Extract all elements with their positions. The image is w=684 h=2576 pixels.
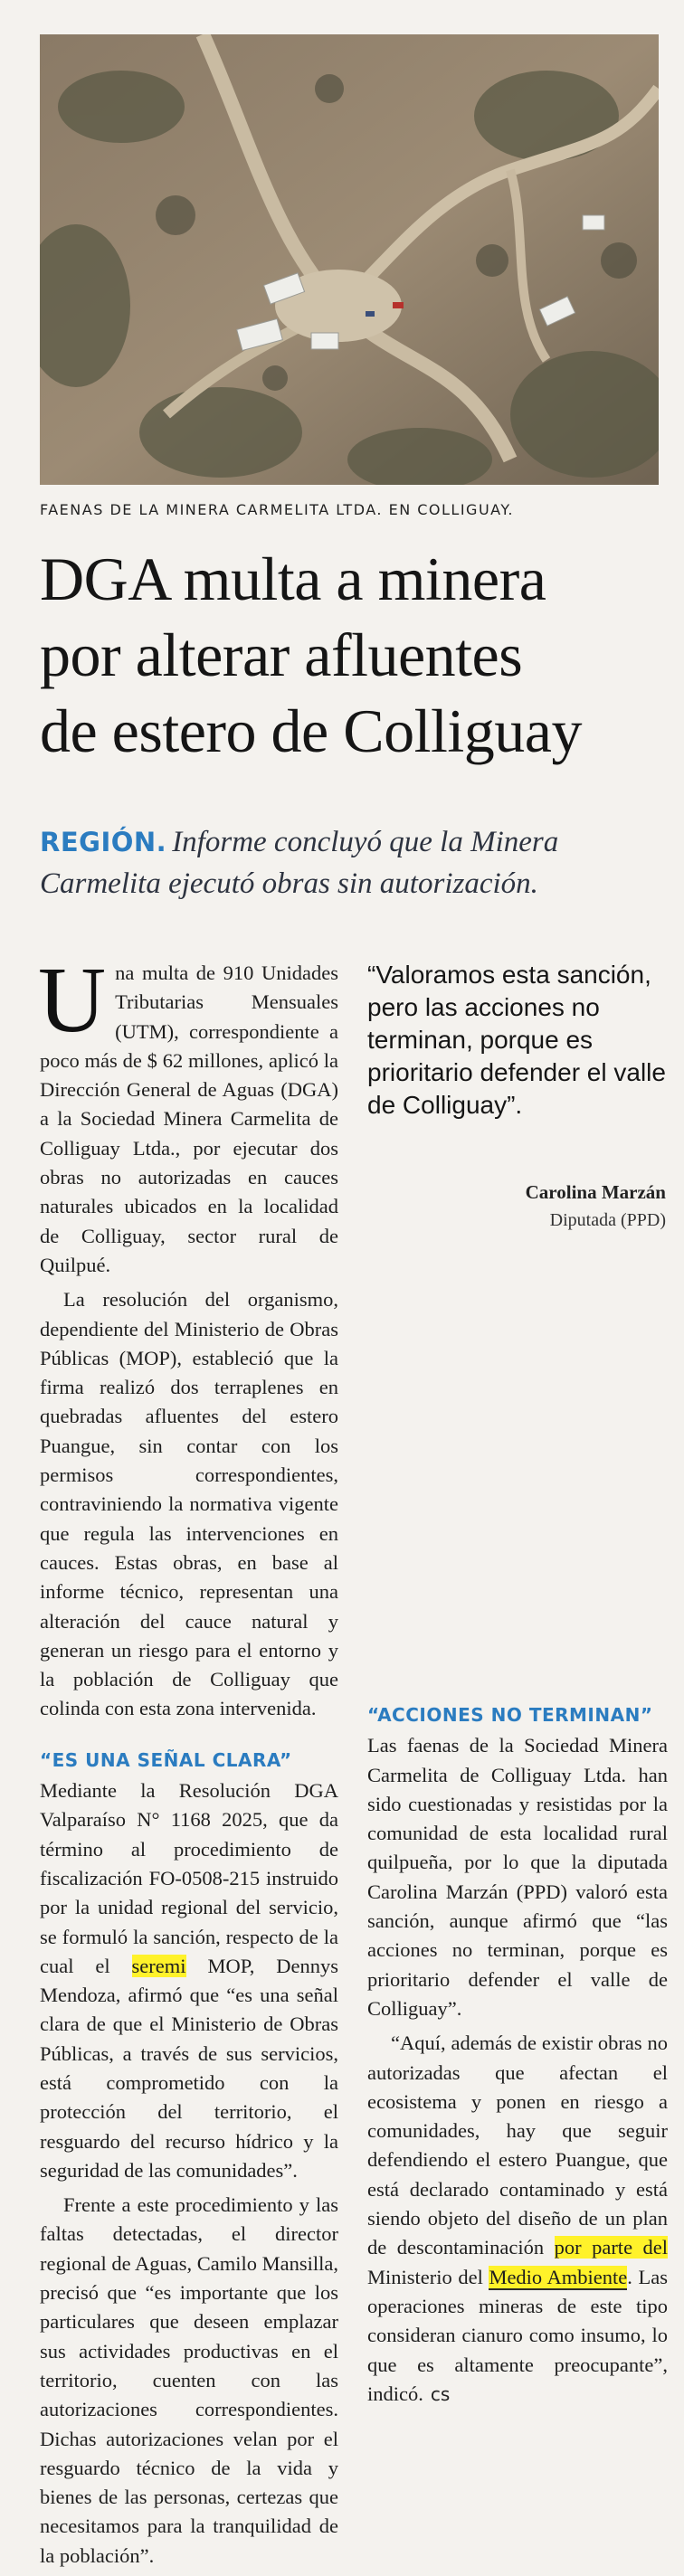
subheading-acciones-no-terminan: “ACCIONES NO TERMINAN”	[367, 1704, 653, 1726]
mine-aerial-photo	[40, 34, 659, 485]
photo-caption: FAENAS DE LA MINERA CARMELITA LTDA. EN COLLIGUAY.	[40, 501, 514, 518]
headline-line-3: de estero de Colliguay	[40, 696, 582, 765]
body-paragraph-6: “Aquí, además de existir obras no autorizadas que afectan el ecosistema y ponen en riesgo a comunidades, hay que seguir defendiendo el estero Puangue, que está declarado contaminado y está siendo objeto del diseño de un plan de descontaminación por parte del Ministerio del Medio Ambiente. Las operaciones mineras de este tipo consideran cianuro como insumo, lo que es altamente preocupante”, indicó. cs	[367, 2031, 669, 2405]
body-column-left	[38, 948, 338, 2576]
quote-author: Carolina Marzán	[525, 1181, 666, 1203]
end-mark: cs	[430, 2382, 451, 2405]
body-paragraph-3: Mediante la Resolución DGA Valparaíso N° 1168 2025, que da término al procedimiento de fiscalización FO-0508-215 instruido por la unidad regional del servicio, se formuló la sanción, respecto de la cual el seremi MOP, Dennys Mendoza, afirmó que “es una señal clara de que el Ministerio de Obras Públicas, a través de sus servicios, está comprometido con la protección del territorio, el resguardo del recurso hídrico y la seguridad de las comunidades”.	[40, 1779, 338, 2182]
quote-author-role: Diputada (PPD)	[549, 1210, 666, 1230]
body-paragraph-2: La resolución del organismo, dependiente del Ministerio de Obras Públicas (MOP), estableció que la firma realizó dos terraplenes en quebradas afluentes del estero Puangue, sin contar con los permisos correspondientes, contraviniendo la normativa vigente que regula las intervenciones en cauces. Estas obras, en base al informe técnico, representan una alteración del cauce natural y generan un riesgo para el entorno y la población de Colliguay que colinda con esta zona intervenida.	[40, 1288, 338, 1720]
highlighted-text: seremi	[131, 1954, 186, 1977]
photo-illustration	[40, 34, 659, 485]
headline-line-1: DGA multa a minera	[40, 545, 546, 613]
body-paragraph-4: Frente a este procedimiento y las faltas detectadas, el director regional de Aguas, Camilo Mansilla, precisó que “es importante que los particulares que deseen emplazar sus actividades productivas en el territorio, cuenten con las autorizaciones correspondientes. Dichas autorizaciones velan por el resguardo técnico de la vida y bienes de las personas, certezas que necesitamos para la tranquilidad de la población”.	[40, 2193, 338, 2567]
drop-cap: U	[38, 948, 107, 1052]
body-paragraph-1: Una multa de 910 Unidades Tributarias Mensuales (UTM), correspondiente a poco más de $ 62 millones, aplicó la Dirección General de Aguas (DGA) a la Sociedad Minera Carmelita de Colliguay Ltda., por ejecutar dos obras no autorizadas en cauces naturales ubicados en la localidad de Colliguay, sector rural de Quilpué.	[38, 948, 338, 1276]
headline-line-2: por alterar afluentes	[40, 620, 523, 689]
body-column-right	[367, 1337, 668, 2414]
highlighted-underlined-text: Medio Ambiente	[489, 2265, 628, 2288]
highlighted-text: por parte del	[554, 2236, 669, 2259]
lead-summary	[40, 821, 664, 904]
subheading-senal-clara: “ES UNA SEÑAL CLARA”	[40, 1748, 292, 1771]
body-paragraph-5: Las faenas de la Sociedad Minera Carmelita de Colliguay Ltda. han sido cuestionadas y resistidas por la comunidad de esta localidad rural quilpueña, por lo que la diputada Carolina Marzán (PPD) valoró esta sanción, aunque afirmó que “las acciones no terminan, porque es prioritario defender el valle de Colliguay”.	[367, 1734, 668, 2020]
pull-quote: “Valoramos esta sanción, pero las acciones no terminan, porque es prioritario defender el valle de Colliguay”.	[367, 961, 666, 1119]
headline	[40, 541, 673, 769]
lead-text: Informe concluyó que la Minera Carmelita ejecutó obras sin autorización.	[40, 826, 559, 900]
section-tag: REGIÓN.	[40, 827, 167, 857]
